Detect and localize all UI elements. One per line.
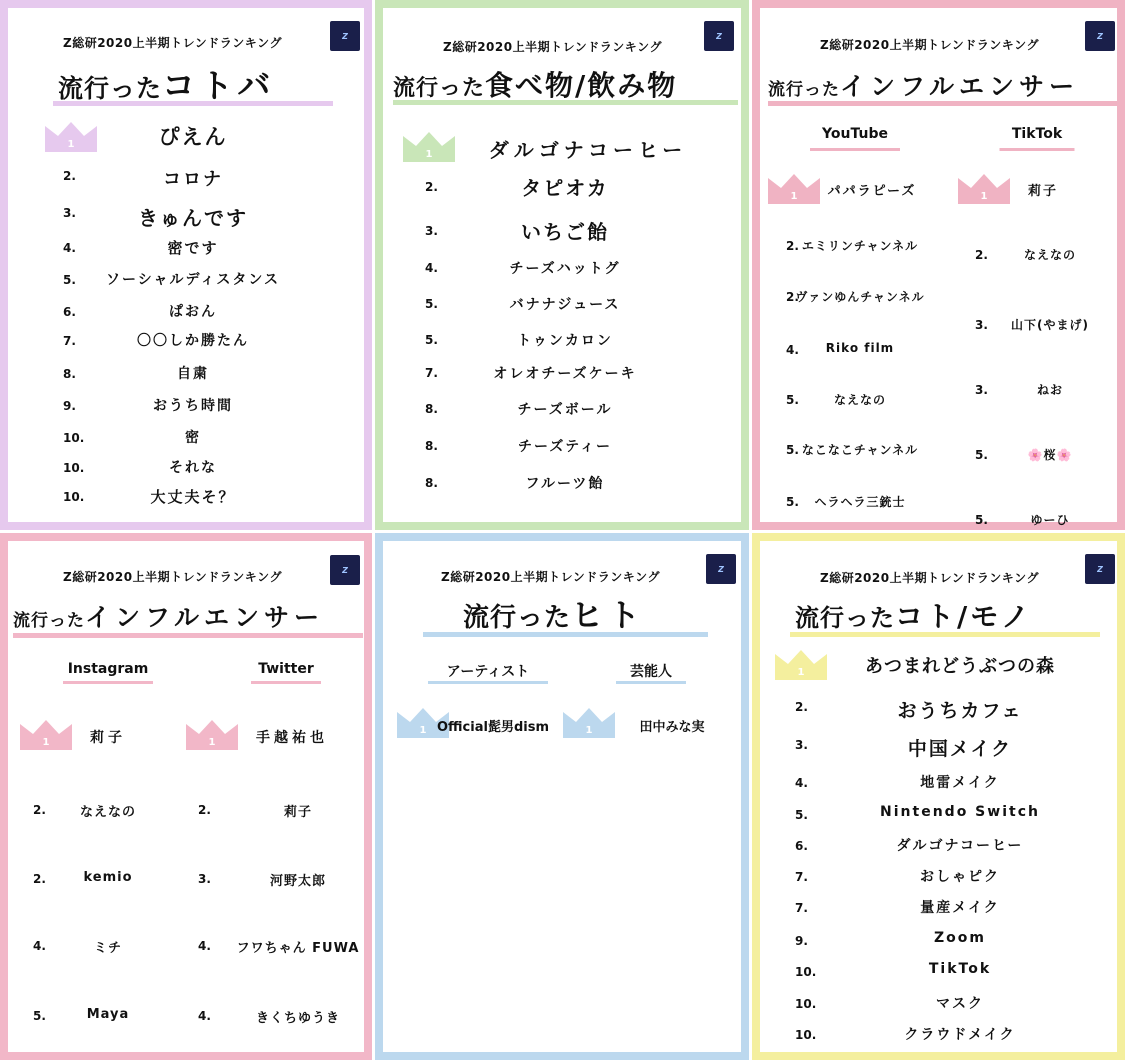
rank-number: 3. xyxy=(425,224,438,238)
card-food xyxy=(375,0,749,530)
rank-number: 3. xyxy=(198,872,211,886)
ranking-item: チーズティー xyxy=(518,439,612,455)
column-underline xyxy=(616,681,686,684)
crown-icon: 1 xyxy=(768,170,820,204)
ranking-item: ミチ xyxy=(93,941,123,956)
rank-number: 10. xyxy=(795,965,817,979)
ranking-item: ダルゴナコーヒー xyxy=(896,838,1024,854)
ranking-item: なこなこチャンネル xyxy=(801,443,919,457)
rank-number: 5. xyxy=(33,1009,46,1023)
ranking-item: おうち時間 xyxy=(153,398,233,414)
rank-number: 7. xyxy=(425,366,438,380)
logo-icon: Z xyxy=(704,21,734,51)
first-place-item: ぴえん xyxy=(158,125,228,149)
title-underline xyxy=(768,101,1118,106)
title-highlight: インフルエンサー xyxy=(840,72,1080,101)
ranking-item: 密です xyxy=(167,239,219,257)
logo-icon: Z xyxy=(1085,554,1115,584)
card-people xyxy=(375,533,749,1060)
ranking-item: 量産メイク xyxy=(920,900,1000,916)
rank-number: 3. xyxy=(975,318,988,332)
logo-icon: Z xyxy=(706,554,736,584)
rank-number: 6. xyxy=(63,305,76,319)
first-place-artist: Official髭男dism xyxy=(437,720,549,735)
crown-icon: 1 xyxy=(397,704,449,738)
logo-icon: Z xyxy=(330,555,360,585)
crown-icon: 1 xyxy=(20,716,72,750)
rank-number: 9. xyxy=(63,399,76,413)
title-prefix: 流行った xyxy=(463,603,572,633)
title-highlight: コト/モノ xyxy=(895,600,1032,633)
rank-number: 8. xyxy=(63,367,76,381)
ranking-item: いちご飴 xyxy=(521,220,609,244)
rank-number: 3. xyxy=(975,383,988,397)
column-header-celebrity: 芸能人 xyxy=(630,664,672,680)
rank-number: 2. xyxy=(63,169,76,183)
logo-icon: Z xyxy=(1085,21,1115,51)
org-title: Z総研2020上半期トレンドランキング xyxy=(820,571,1039,585)
card-things-frame xyxy=(758,539,1119,1054)
ranking-item: コロナ xyxy=(163,169,223,190)
crown-icon: 1 xyxy=(775,646,827,680)
ranking-item: 自粛 xyxy=(177,366,209,382)
ranking-item: ぱおん xyxy=(169,304,217,320)
org-title: Z総研2020上半期トレンドランキング xyxy=(63,36,282,50)
first-place-item: ダルゴナコーヒー xyxy=(488,138,688,162)
title-prefix: 流行った xyxy=(58,74,163,103)
logo-icon: Z xyxy=(330,21,360,51)
page-title xyxy=(393,69,678,102)
rank-number: 2. xyxy=(786,290,799,304)
title-prefix: 流行った xyxy=(393,76,486,101)
ranking-item: ヘラヘラ三銃士 xyxy=(814,495,906,509)
rank-number: 5. xyxy=(786,495,799,509)
ranking-item: オレオチーズケーキ xyxy=(493,366,637,382)
ranking-item: 河野太郎 xyxy=(269,874,327,889)
rank-number: 2. xyxy=(975,248,988,262)
rank-number: 8. xyxy=(425,402,438,416)
card-influencer-instagram-twitter xyxy=(0,533,372,1060)
rank-number: 7. xyxy=(795,901,808,915)
card-things xyxy=(752,533,1125,1060)
ranking-item: TikTok xyxy=(928,961,992,977)
ranking-item: Nintendo Switch xyxy=(880,804,1040,820)
column-header-twitter: Twitter xyxy=(258,661,314,677)
title-highlight: ヒト xyxy=(571,596,646,634)
card-influencer1-frame xyxy=(758,6,1119,527)
org-title: Z総研2020上半期トレンドランキング xyxy=(441,570,660,584)
rank-number: 2. xyxy=(425,180,438,194)
column-header-instagram: Instagram xyxy=(67,661,149,677)
rank-number: 4. xyxy=(63,241,76,255)
first-place-tiktok: 莉子 xyxy=(1027,184,1059,199)
rank-number: 4. xyxy=(198,1009,211,1023)
ranking-item: 中国メイク xyxy=(907,738,1013,760)
rank-number: 10. xyxy=(795,997,817,1011)
rank-number: 5. xyxy=(975,448,988,462)
column-underline xyxy=(251,681,321,684)
org-title: Z総研2020上半期トレンドランキング xyxy=(63,570,282,584)
ranking-item: なえなの xyxy=(833,393,887,407)
ranking-item: おうちカフェ xyxy=(897,700,1023,722)
ranking-item: 山下(やまげ) xyxy=(1011,318,1089,332)
title-prefix: 流行った xyxy=(13,611,85,631)
column-header-artist: アーティスト xyxy=(446,664,530,680)
ranking-item: おしゃピク xyxy=(920,869,1000,885)
rank-number: 5. xyxy=(63,273,76,287)
first-place-instagram: 莉子 xyxy=(90,730,126,746)
ranking-item: フルーツ飴 xyxy=(525,476,605,492)
ranking-item: それな xyxy=(169,460,217,476)
crown-icon: 1 xyxy=(186,716,238,750)
card-influencer2-frame xyxy=(6,539,366,1054)
ranking-item: チーズハットグ xyxy=(509,261,621,277)
card-influencer-youtube-tiktok xyxy=(752,0,1125,530)
rank-number: 7. xyxy=(795,870,808,884)
title-highlight: コトバ xyxy=(162,66,276,105)
rank-number: 7. xyxy=(63,334,76,348)
crown-icon: 1 xyxy=(403,128,455,162)
ranking-item: ねお xyxy=(1036,383,1064,397)
ranking-item: クラウドメイク xyxy=(904,1027,1016,1043)
ranking-item: kemio xyxy=(83,870,133,885)
rank-number: 4. xyxy=(786,343,799,357)
ranking-item: バナナジュース xyxy=(509,297,621,313)
ranking-item: 莉子 xyxy=(283,805,313,820)
rank-number: 3. xyxy=(63,206,76,220)
rank-number: 8. xyxy=(425,439,438,453)
rank-number: 2. xyxy=(33,803,46,817)
column-underline xyxy=(428,681,548,684)
ranking-item: きくちゆうき xyxy=(255,1011,341,1026)
column-underline xyxy=(63,681,153,684)
ranking-item: Zoom xyxy=(934,930,986,946)
rank-number: 5. xyxy=(795,808,808,822)
rank-number: 5. xyxy=(786,443,799,457)
column-header-tiktok: TikTok xyxy=(1011,126,1063,142)
rank-number: 5. xyxy=(425,333,438,347)
rank-number: 3. xyxy=(795,738,808,752)
rank-number: 6. xyxy=(795,839,808,853)
rank-number: 4. xyxy=(198,939,211,953)
first-place-item: あつまれどうぶつの森 xyxy=(865,656,1055,677)
ranking-item: 〇〇しか勝たん xyxy=(137,333,249,349)
ranking-item: フワちゃん FUWA xyxy=(236,941,360,956)
title-highlight: 食べ物/飲み物 xyxy=(485,69,678,102)
card-words xyxy=(0,0,372,530)
page-title xyxy=(463,596,646,634)
column-underline xyxy=(810,148,900,151)
ranking-item: ヴァンゆんチャンネル xyxy=(795,290,925,304)
ranking-item: Maya xyxy=(86,1007,130,1022)
rank-number: 9. xyxy=(795,934,808,948)
crown-icon: 1 xyxy=(958,170,1010,204)
first-place-celebrity: 田中みな実 xyxy=(639,720,705,735)
crown-icon: 1 xyxy=(45,118,97,152)
rank-number: 5. xyxy=(425,297,438,311)
page-title xyxy=(58,66,276,105)
org-title: Z総研2020上半期トレンドランキング xyxy=(443,40,662,54)
rank-number: 5. xyxy=(975,513,988,527)
ranking-item: マスク xyxy=(936,996,984,1012)
rank-number: 4. xyxy=(425,261,438,275)
title-prefix: 流行った xyxy=(768,80,840,100)
rank-number: 8. xyxy=(425,476,438,490)
first-place-twitter: 手越祐也 xyxy=(256,730,328,746)
rank-number: 10. xyxy=(63,461,85,475)
ranking-item: ソーシャルディスタンス xyxy=(106,272,280,288)
ranking-item: なえなの xyxy=(1023,248,1077,262)
ranking-item: 大丈夫そ？ xyxy=(150,488,236,506)
org-title: Z総研2020上半期トレンドランキング xyxy=(820,38,1039,52)
ranking-item: タピオカ xyxy=(521,176,609,200)
rank-number: 4. xyxy=(33,939,46,953)
rank-number: 10. xyxy=(795,1028,817,1042)
ranking-item: チーズボール xyxy=(517,402,613,418)
ranking-item: エミリンチャンネル xyxy=(801,239,919,253)
title-underline xyxy=(13,633,363,638)
ranking-item: ゆーひ xyxy=(1030,513,1070,527)
card-people-frame xyxy=(381,539,743,1054)
rank-number: 2. xyxy=(33,872,46,886)
rank-number: 10. xyxy=(63,490,85,504)
ranking-item: きゅんです xyxy=(138,206,248,230)
rank-number: 10. xyxy=(63,431,85,445)
first-place-youtube: パパラピーズ xyxy=(827,184,917,199)
page-title xyxy=(768,74,1079,99)
ranking-item: なえなの xyxy=(79,805,137,820)
rank-number: 5. xyxy=(786,393,799,407)
rank-number: 2. xyxy=(795,700,808,714)
page-title xyxy=(13,605,324,630)
card-words-frame xyxy=(6,6,366,524)
card-food-frame xyxy=(381,6,743,524)
ranking-item: 🌸桜🌸 xyxy=(1027,448,1073,462)
page-title xyxy=(795,600,1032,633)
ranking-item: トゥンカロン xyxy=(517,333,613,349)
crown-icon: 1 xyxy=(563,704,615,738)
rank-number: 2. xyxy=(786,239,799,253)
column-header-youtube: YouTube xyxy=(822,126,888,142)
rank-number: 4. xyxy=(795,776,808,790)
ranking-item: Riko film xyxy=(825,341,895,355)
title-highlight: インフルエンサー xyxy=(85,603,325,632)
column-underline xyxy=(1000,148,1075,151)
ranking-item: 地雷メイク xyxy=(920,775,1000,791)
rank-number: 2. xyxy=(198,803,211,817)
title-prefix: 流行った xyxy=(795,604,895,632)
ranking-item: 密 xyxy=(185,430,201,446)
